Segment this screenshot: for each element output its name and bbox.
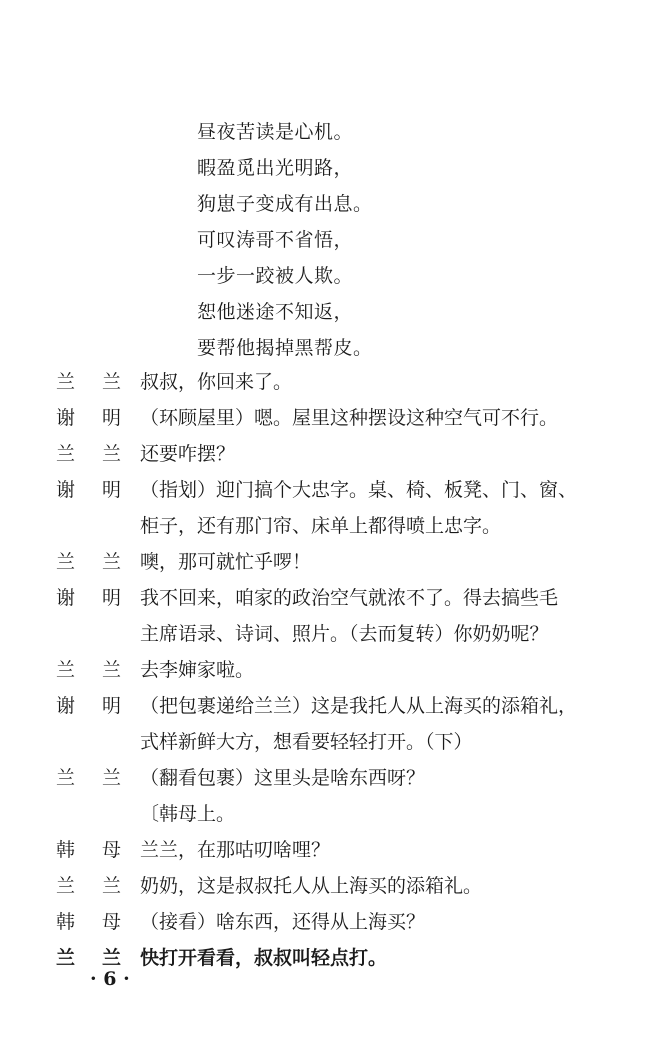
dialogue-line: （接看）啥东西，还得从上海买？ (140, 911, 426, 933)
speaker-name: 谢 明 (56, 695, 122, 717)
dialogue-line: 去李婶家啦。 (140, 659, 255, 681)
dialogue-entry (0, 436, 672, 472)
dialogue-line: 叔叔，你回来了。 (140, 371, 293, 393)
speaker-name: 兰 兰 (56, 659, 122, 681)
dialogue-entry (0, 868, 672, 904)
dialogue-line: 式样新鲜大方，想看要轻轻打开。（下） (140, 731, 473, 753)
verse-line: 要帮他揭掉黑帮皮。 (197, 337, 373, 359)
speaker-name: 兰 兰 (56, 371, 122, 393)
dialogue-line: 快打开看看，叔叔叫轻点打。 (140, 947, 388, 969)
speaker-name: 韩 母 (56, 839, 122, 861)
stage-direction: 〔韩母上。 (140, 803, 236, 825)
speaker-name: 谢 明 (56, 479, 122, 501)
speaker-name: 兰 兰 (56, 551, 122, 573)
dialogue-line: 主席语录、诗词、照片。（去而复转）你奶奶呢？ (140, 623, 549, 645)
verse-line: 可叹涛哥不省悟， (197, 229, 354, 251)
speaker-name: 兰 兰 (56, 875, 122, 897)
dialogue-entry (0, 400, 672, 436)
page-number: · 6 · (90, 968, 130, 990)
dialogue-entry (0, 580, 672, 652)
dialogue-line: 奶奶，这是叔叔托人从上海买的添箱礼。 (140, 875, 483, 897)
dialogue-line: 兰兰，在那咕叨啥哩？ (140, 839, 331, 861)
dialogue-line: 柜子，还有那门帘、床单上都得喷上忠字。 (140, 515, 502, 537)
speaker-name: 兰 兰 (56, 767, 122, 789)
verse-block (197, 114, 373, 366)
verse-line: 恕他迷途不知返， (197, 301, 354, 323)
dialogue-line: 还要咋摆？ (140, 443, 236, 465)
speaker-name: 韩 母 (56, 911, 122, 933)
dialogue-entry (0, 904, 672, 940)
dialogue-line: 我不回来，咱家的政治空气就浓不了。得去搞些毛 (140, 587, 559, 609)
dialogue-entry (0, 688, 672, 760)
dialogue-line: （把包裹递给兰兰）这是我托人从上海买的添箱礼， (140, 695, 578, 717)
dialogue-block (0, 364, 672, 976)
speaker-name: 兰 兰 (56, 443, 122, 465)
verse-line: 一步一跤被人欺。 (197, 265, 354, 287)
dialogue-line: （指划）迎门搞个大忠字。桌、椅、板凳、门、窗、 (140, 479, 578, 501)
dialogue-entry (0, 364, 672, 400)
dialogue-entry (0, 544, 672, 580)
verse-line: 昼夜苦读是心机。 (197, 121, 354, 143)
verse-line: 暇盈觅出光明路， (197, 157, 354, 179)
dialogue-entry (0, 652, 672, 688)
dialogue-entry (0, 472, 672, 544)
speaker-name: 兰 兰 (56, 947, 122, 969)
speaker-name: 谢 明 (56, 407, 122, 429)
speaker-name: 谢 明 (56, 587, 122, 609)
dialogue-line: （环顾屋里）嗯。屋里这种摆设这种空气可不行。 (140, 407, 559, 429)
verse-line: 狗崽子变成有出息。 (197, 193, 373, 215)
dialogue-line: （翻看包裹）这里头是啥东西呀？ (140, 767, 426, 789)
dialogue-entry (0, 760, 672, 796)
dialogue-line: 噢，那可就忙乎啰！ (140, 551, 312, 573)
dialogue-entry (0, 832, 672, 868)
